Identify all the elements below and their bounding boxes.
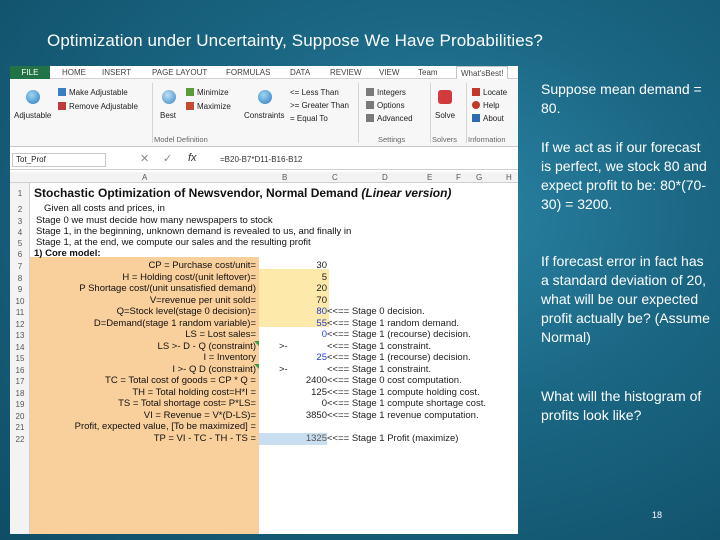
- formula-input[interactable]: =B20-B7*D11-B16-B12: [220, 155, 303, 164]
- label-inventory-constraint: I >- Q D (constraint): [172, 364, 256, 375]
- row-number[interactable]: 3: [17, 217, 23, 226]
- note-holding-cost: <<== Stage 1 compute holding cost.: [327, 387, 480, 398]
- row-number[interactable]: 5: [17, 239, 23, 248]
- note-profit: <<== Stage 1 Profit (maximize): [327, 433, 459, 444]
- solve-icon: [438, 90, 452, 104]
- about-button[interactable]: About: [472, 114, 504, 124]
- note-constraint: <<== Stage 1 constraint.: [327, 341, 432, 352]
- group-model-definition: Model Definition: [154, 135, 208, 144]
- ribbon-divider: [152, 83, 153, 143]
- adjustable-button[interactable]: Adjustable: [14, 111, 52, 120]
- options-icon: [366, 101, 374, 109]
- label-holding-cost: H = Holding cost/(unit leftover)=: [122, 272, 256, 283]
- row-number[interactable]: 1: [17, 189, 23, 198]
- tab-whatsbest[interactable]: What'sBest!: [456, 66, 508, 79]
- solve-button[interactable]: Solve: [435, 111, 456, 120]
- value-total-profit[interactable]: 1325: [259, 433, 327, 445]
- maximize-button[interactable]: Maximize: [186, 102, 231, 112]
- group-settings: Settings: [378, 135, 406, 144]
- column-header[interactable]: F: [456, 173, 461, 182]
- group-solvers: Solvers: [432, 135, 458, 144]
- enter-icon[interactable]: ✓: [163, 153, 173, 165]
- label-stock-level: Q=Stock level(stage 0 decision)=: [116, 306, 256, 317]
- label-total-profit: TP = VI - TC - TH - TS =: [153, 433, 256, 444]
- row-number[interactable]: 17: [15, 377, 25, 386]
- column-header[interactable]: G: [476, 173, 483, 182]
- row-number[interactable]: 11: [15, 308, 25, 317]
- best-button[interactable]: Best: [160, 111, 177, 120]
- less-than-button[interactable]: <= Less Than: [290, 88, 339, 97]
- value-inventory[interactable]: 25: [316, 352, 327, 363]
- column-header[interactable]: B: [282, 173, 288, 182]
- name-box[interactable]: Tot_Prof: [12, 153, 106, 167]
- label-total-cost: TC = Total cost of goods = CP * Q =: [105, 375, 256, 386]
- row-2-text: Given all costs and prices, in: [44, 203, 165, 214]
- row-number[interactable]: 16: [15, 366, 25, 375]
- value-lost-sales[interactable]: 0: [321, 329, 327, 340]
- row-number[interactable]: 20: [15, 412, 25, 421]
- row-number[interactable]: 15: [15, 354, 25, 363]
- label-inventory: I = Inventory: [203, 352, 256, 363]
- tab-insert[interactable]: INSERT: [102, 68, 132, 77]
- remove-adjustable-icon: [58, 102, 66, 110]
- advanced-icon: [366, 114, 374, 122]
- constraint-marker: [254, 364, 259, 369]
- label-lost-sales-constraint: LS >- D - Q (constraint): [157, 341, 256, 352]
- row-number[interactable]: 10: [15, 297, 25, 306]
- value-holding-cost[interactable]: 5: [321, 272, 327, 283]
- row-number[interactable]: 21: [15, 423, 25, 432]
- column-header[interactable]: D: [382, 173, 388, 182]
- note-stage0-decision: <<== Stage 0 decision.: [327, 306, 425, 317]
- row-3-text: Stage 0 we must decide how many newspapers to stock: [36, 215, 273, 226]
- bullet-forecast-error: If forecast error in fact has a standard deviation of 20, what will be our expected profit actually be? (Assume Normal): [541, 253, 710, 345]
- equal-to-button[interactable]: = Equal To: [290, 114, 328, 123]
- row-number[interactable]: 4: [17, 228, 23, 237]
- label-total-shortage: TS = Total shortage cost= P*LS=: [118, 398, 256, 409]
- ribbon-divider: [430, 83, 431, 143]
- menu-bar: [10, 66, 518, 79]
- label-revenue: VI = Revenue = V*(D-LS)=: [143, 410, 256, 421]
- tab-data[interactable]: DATA: [290, 68, 311, 77]
- advanced-button[interactable]: Advanced: [366, 114, 413, 124]
- row-5-text: Stage 1, at the end, we compute our sales and the resulting profit: [36, 237, 311, 248]
- constraints-icon: [258, 90, 272, 104]
- adjustable-icon: [26, 90, 40, 104]
- value-total-shortage[interactable]: 0: [321, 398, 327, 409]
- ribbon-divider: [358, 83, 359, 143]
- row-number[interactable]: 7: [17, 262, 23, 271]
- sheet-grid: [30, 183, 518, 534]
- sheet-heading: Stochastic Optimization of Newsvendor, Normal Demand (Linear version): [34, 186, 452, 200]
- excel-window: [10, 66, 518, 534]
- row-number[interactable]: 8: [17, 274, 23, 283]
- minimize-icon: [186, 88, 194, 96]
- row-number[interactable]: 19: [15, 400, 25, 409]
- column-header[interactable]: C: [332, 173, 338, 182]
- value-inventory-constraint[interactable]: >-: [279, 364, 288, 375]
- cancel-icon[interactable]: ✕: [140, 153, 150, 165]
- constraints-button[interactable]: Constraints: [244, 111, 285, 120]
- label-shortage-cost: P Shortage cost/(unit unsatisfied demand): [79, 283, 256, 294]
- value-demand[interactable]: 55: [316, 318, 327, 329]
- row-number[interactable]: 9: [17, 285, 23, 294]
- bullet-mean-demand: Suppose mean demand = 80.: [541, 81, 702, 116]
- label-expected-profit: Profit, expected value, [To be maximized] =: [74, 421, 256, 432]
- integers-icon: [366, 88, 374, 96]
- value-revenue[interactable]: 3850: [305, 410, 327, 421]
- locate-icon: [472, 88, 480, 96]
- label-demand: D=Demand(stage 1 random variable)=: [93, 318, 256, 329]
- formula-bar: [10, 150, 518, 170]
- column-header[interactable]: A: [142, 173, 148, 182]
- ribbon-divider: [466, 83, 467, 143]
- integers-button[interactable]: Integers: [366, 88, 406, 98]
- make-adjustable-button[interactable]: Make Adjustable: [58, 88, 128, 98]
- row-number[interactable]: 6: [17, 250, 23, 259]
- tab-home[interactable]: HOME: [62, 68, 86, 77]
- note-recourse-decision: <<== Stage 1 (recourse) decision.: [327, 352, 471, 363]
- note-recourse-decision: <<== Stage 1 (recourse) decision.: [327, 329, 471, 340]
- tab-page-layout[interactable]: PAGE LAYOUT: [152, 68, 208, 77]
- constraint-marker: [254, 341, 259, 346]
- label-lost-sales: LS = Lost sales=: [185, 329, 256, 340]
- label-purchase-cost: CP = Purchase cost/unit=: [148, 260, 256, 271]
- tab-view[interactable]: VIEW: [379, 68, 400, 77]
- column-header[interactable]: H: [506, 173, 512, 182]
- value-total-cost[interactable]: 2400: [305, 375, 327, 386]
- note-revenue: <<== Stage 1 revenue computation.: [327, 410, 479, 421]
- group-information: Information: [468, 135, 506, 144]
- value-revenue-per-unit[interactable]: 70: [316, 295, 327, 306]
- bullet-perfect-forecast: If we act as if our forecast is perfect, we stock 80 and expect profit to be: 80*(70-30) = 3200.: [541, 139, 707, 212]
- column-header[interactable]: E: [427, 173, 433, 182]
- locate-button[interactable]: Locate: [472, 88, 507, 98]
- help-icon: [472, 101, 480, 109]
- remove-adjustable-button[interactable]: Remove Adjustable: [58, 102, 138, 112]
- row-number[interactable]: 12: [15, 320, 25, 329]
- page-number: 18: [652, 510, 663, 520]
- tab-formulas[interactable]: FORMULAS: [226, 68, 271, 77]
- row-headers: [10, 183, 30, 534]
- best-icon: [162, 90, 176, 104]
- slide-title: Optimization under Uncertainty, Suppose We Have Probabilities?: [47, 31, 543, 50]
- file-tab[interactable]: FILE: [10, 66, 50, 79]
- about-icon: [472, 114, 480, 122]
- row-number[interactable]: 18: [15, 389, 25, 398]
- note-cost-computation: <<== Stage 0 cost computation.: [327, 375, 462, 386]
- label-revenue-per-unit: V=revenue per unit sold=: [149, 295, 256, 306]
- note-random-demand: <<== Stage 1 random demand.: [327, 318, 460, 329]
- label-total-holding: TH = Total holding cost=H*I =: [132, 387, 256, 398]
- value-stock-level[interactable]: 80: [316, 306, 327, 317]
- row-number[interactable]: 2: [17, 205, 23, 214]
- column-headers: [10, 172, 518, 183]
- row-number[interactable]: 22: [15, 435, 25, 444]
- note-constraint: <<== Stage 1 constraint.: [327, 364, 432, 375]
- function-icon[interactable]: fx: [188, 152, 197, 164]
- bullet-histogram: What will the histogram of profits look like?: [541, 388, 702, 423]
- maximize-icon: [186, 102, 194, 110]
- options-button[interactable]: Options: [366, 101, 405, 111]
- row-number[interactable]: 13: [15, 331, 25, 340]
- ribbon: [10, 79, 518, 147]
- make-adjustable-icon: [58, 88, 66, 96]
- note-shortage-cost: <<== Stage 1 compute shortage cost.: [327, 398, 486, 409]
- row-4-text: Stage 1, in the beginning, unknown demand is revealed to us, and finally in: [36, 226, 352, 237]
- value-purchase-cost[interactable]: 30: [316, 260, 327, 271]
- tab-review[interactable]: REVIEW: [330, 68, 362, 77]
- greater-than-button[interactable]: >= Greater Than: [290, 101, 349, 110]
- row-6-text: 1) Core model:: [34, 248, 101, 259]
- help-button[interactable]: Help: [472, 101, 499, 111]
- value-lost-sales-constraint[interactable]: >-: [279, 341, 288, 352]
- tab-team[interactable]: Team: [418, 68, 438, 77]
- value-total-holding[interactable]: 125: [311, 387, 327, 398]
- value-shortage-cost[interactable]: 20: [316, 283, 327, 294]
- row-number[interactable]: 14: [15, 343, 25, 352]
- minimize-button[interactable]: Minimize: [186, 88, 229, 98]
